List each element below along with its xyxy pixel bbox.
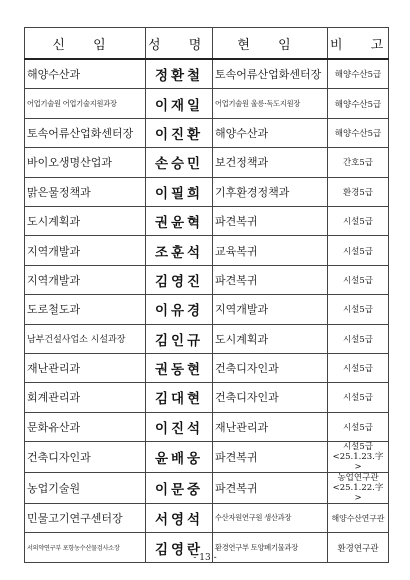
new-post-cell: 문화유산과 — [25, 412, 146, 441]
current-post-cell: 파견복귀 — [213, 473, 328, 504]
current-post-cell: 도시계획과 — [213, 324, 328, 353]
new-post-cell: 건축디자인과 — [25, 442, 146, 473]
remarks-cell: 환경5급 — [328, 177, 389, 206]
new-post-cell: 남부건설사업소 시설과장 — [25, 324, 146, 353]
remarks-cell: 시설5급 — [328, 353, 389, 382]
remarks-cell — [328, 473, 389, 504]
header-current-post: 현 임 — [213, 28, 328, 60]
name-cell: 이필희 — [146, 177, 213, 206]
new-post-cell: 어업기술원 어업기술지원과장 — [25, 89, 146, 118]
new-post-cell: 지역개발과 — [25, 265, 146, 294]
remarks-cell: 시설5급 — [328, 236, 389, 265]
current-post-cell: 보건정책과 — [213, 148, 328, 177]
name-cell: 이유경 — [146, 295, 213, 324]
new-post-cell: 재난관리과 — [25, 353, 146, 382]
header-new-post: 신 임 — [25, 28, 146, 60]
current-post-cell: 수산자원연구원 생산과장 — [213, 504, 328, 533]
new-post-cell: 바이오생명산업과 — [25, 148, 146, 177]
table-row — [25, 206, 389, 235]
new-post-cell: 해양수산과 — [25, 59, 146, 89]
table-row — [25, 383, 389, 412]
new-post-cell: 민물고기연구센터장 — [25, 504, 146, 533]
new-post-cell: 맑은물정책과 — [25, 177, 146, 206]
header-remarks: 비 고 — [328, 28, 389, 60]
remarks-cell: 시설5급 — [328, 324, 389, 353]
table-row — [25, 89, 389, 118]
new-post-cell: 회계관리과 — [25, 383, 146, 412]
new-post-cell: 지역개발과 — [25, 236, 146, 265]
remarks-cell: 해양수산연구관 — [328, 504, 389, 533]
table-row — [25, 265, 389, 294]
remarks-date: <25.1.22.字> — [332, 483, 384, 504]
name-cell: 김인규 — [146, 324, 213, 353]
name-cell: 권윤혁 — [146, 206, 213, 235]
remarks-cell: 시설5급 — [328, 265, 389, 294]
name-cell: 김영란 — [146, 533, 213, 562]
remarks-cell: 환경연구관 — [328, 533, 389, 562]
remarks-cell: 해양수산5급 — [328, 59, 389, 89]
table-row — [25, 148, 389, 177]
name-cell: 조훈석 — [146, 236, 213, 265]
remarks-cell: 해양수산5급 — [328, 89, 389, 118]
remarks-grade: 시설5급 — [342, 442, 374, 453]
name-cell: 권동현 — [146, 353, 213, 382]
current-post-cell: 건축디자인과 — [213, 353, 328, 382]
current-post-cell: 파견복귀 — [213, 265, 328, 294]
current-post-cell: 지역개발과 — [213, 295, 328, 324]
name-cell: 이재일 — [146, 89, 213, 118]
new-post-cell: 도시계획과 — [25, 206, 146, 235]
current-post-cell: 기후환경정책과 — [213, 177, 328, 206]
remarks-cell: 해양수산5급 — [328, 118, 389, 147]
current-post-cell: 재난관리과 — [213, 412, 328, 441]
current-post-cell: 어업기술원 울릉·독도지원장 — [213, 89, 328, 118]
name-cell: 이진환 — [146, 118, 213, 147]
table-row — [25, 118, 389, 147]
name-cell: 김대현 — [146, 383, 213, 412]
name-cell: 윤배웅 — [146, 442, 213, 473]
remarks-date: <25.1.23.字> — [332, 452, 384, 473]
remarks-grade: 농업연구관 — [337, 473, 379, 484]
table-row — [25, 412, 389, 441]
remarks-cell: 시설5급 — [328, 295, 389, 324]
new-post-cell: 토속어류산업화센터장 — [25, 118, 146, 147]
header-name: 성 명 — [146, 28, 213, 60]
remarks-cell — [328, 442, 389, 473]
name-cell: 서영석 — [146, 504, 213, 533]
table-row — [25, 59, 389, 89]
table-row — [25, 442, 389, 473]
header-row — [25, 28, 389, 60]
table-row — [25, 236, 389, 265]
current-post-cell: 교육복귀 — [213, 236, 328, 265]
current-post-cell: 파견복귀 — [213, 206, 328, 235]
personnel-table — [24, 27, 396, 563]
table-row — [25, 473, 389, 504]
current-post-cell: 해양수산과 — [213, 118, 328, 147]
remarks-cell: 시설5급 — [328, 412, 389, 441]
page-number: - 13 - — [193, 553, 217, 563]
new-post-cell: 도로철도과 — [25, 295, 146, 324]
table-row — [25, 353, 389, 382]
current-post-cell: 파견복귀 — [213, 442, 328, 473]
table-row — [25, 504, 389, 533]
name-cell: 이문중 — [146, 473, 213, 504]
current-post-cell: 토속어류산업화센터장 — [213, 59, 328, 89]
name-cell: 정환철 — [146, 59, 213, 89]
new-post-cell: 서의약연구부 포항농수산물검사소장 — [25, 533, 146, 562]
table-row — [25, 324, 389, 353]
current-post-cell: 환경연구부 토양폐기물과장 — [213, 533, 328, 562]
remarks-cell: 시설5급 — [328, 206, 389, 235]
table-row — [25, 295, 389, 324]
name-cell: 이진석 — [146, 412, 213, 441]
remarks-cell: 간호5급 — [328, 148, 389, 177]
name-cell: 김영진 — [146, 265, 213, 294]
table-row — [25, 177, 389, 206]
name-cell: 손승민 — [146, 148, 213, 177]
new-post-cell: 농업기술원 — [25, 473, 146, 504]
remarks-cell: 시설5급 — [328, 383, 389, 412]
current-post-cell: 건축디자인과 — [213, 383, 328, 412]
